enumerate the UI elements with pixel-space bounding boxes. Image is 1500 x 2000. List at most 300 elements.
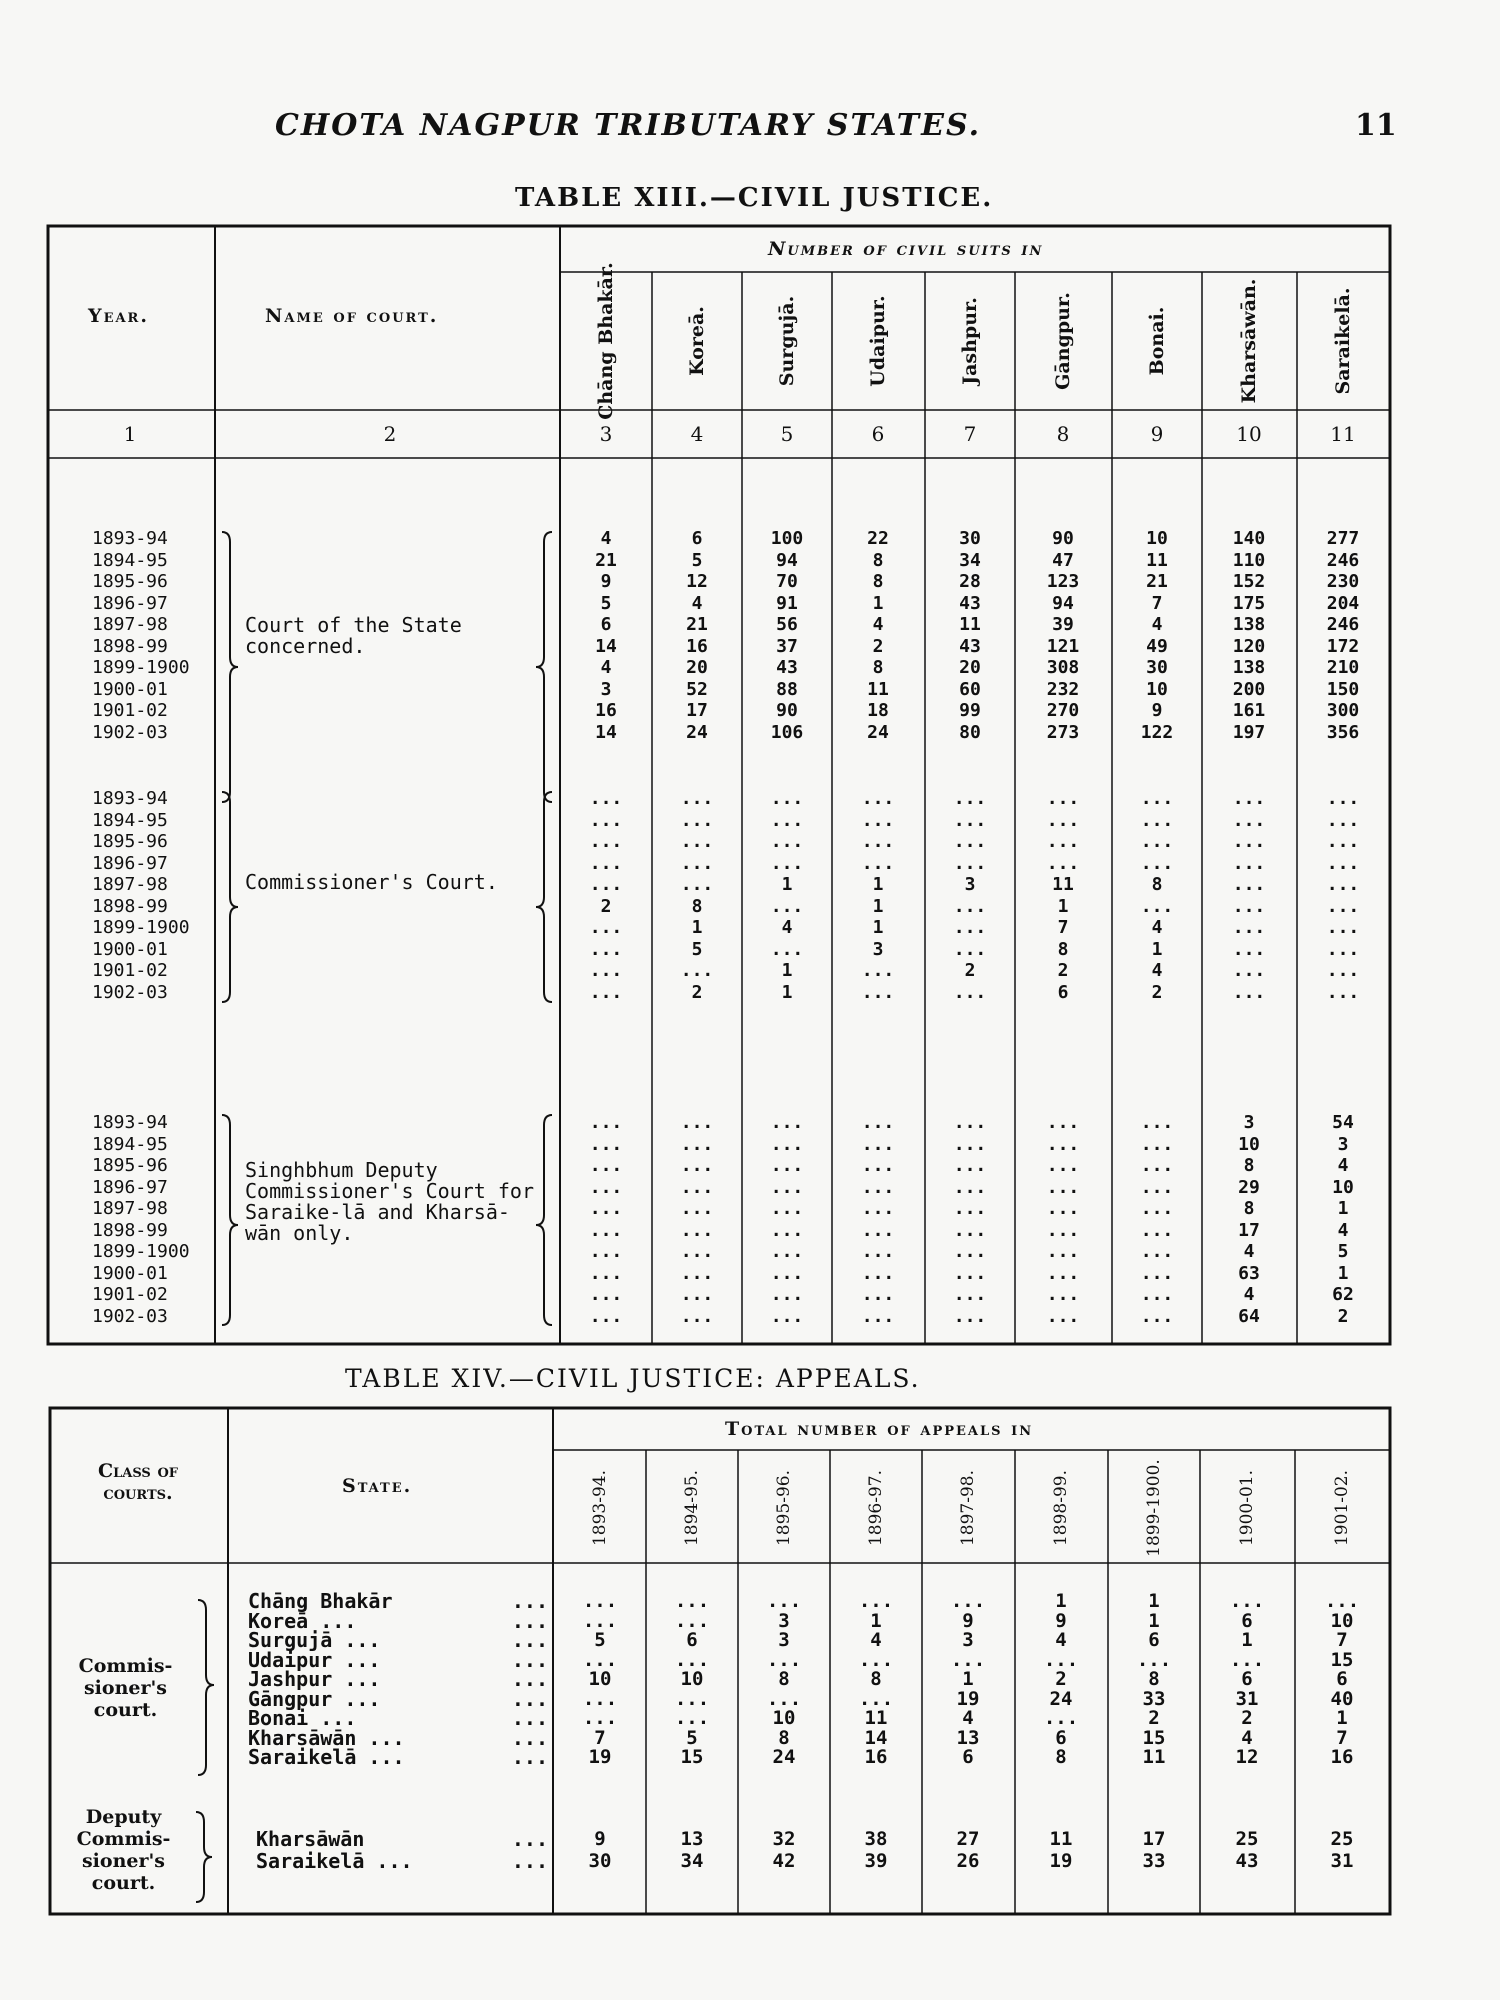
appeal-state-row (248, 1745, 548, 1769)
cell-value: ... (1326, 917, 1360, 938)
cell-value: ... (1326, 960, 1360, 981)
appeal-year-header: 1897-98. (958, 1469, 978, 1547)
cell-value: ... (1046, 1155, 1080, 1176)
cell-value: 172 (1326, 635, 1360, 657)
column-number: 11 (1330, 422, 1356, 446)
year-label: 1896-97 (92, 1176, 168, 1198)
appeal-cell-value: 15 (680, 1746, 704, 1768)
cell-value: 10 (1238, 1133, 1260, 1155)
appeal-cell-value: 34 (680, 1850, 704, 1872)
appeal-cell-value: 7 (594, 1726, 606, 1749)
appeal-cell-value: 6 (686, 1629, 698, 1651)
cell-value: 91 (776, 592, 798, 614)
cell-value: 11 (959, 614, 981, 635)
cell-value: ... (589, 1133, 623, 1155)
appeal-cell-value: 5 (686, 1726, 698, 1749)
cell-value: ... (589, 1262, 623, 1284)
cell-value: ... (589, 788, 623, 809)
year-label: 1893-94 (92, 788, 168, 809)
appeal-value-column (1325, 1592, 1359, 1768)
cell-value: 16 (686, 635, 708, 657)
table14-title: TABLE XIV.—CIVIL JUSTICE: APPEALS. (345, 1364, 921, 1393)
appeal-cell-value: 8 (1148, 1668, 1160, 1690)
cell-value: ... (1232, 917, 1266, 938)
cell-value: 3 (964, 874, 976, 895)
leader-dots: ... (511, 1628, 548, 1652)
appeal-cell-value: ... (858, 1590, 894, 1612)
cell-value: 1 (872, 592, 884, 614)
cell-value: ... (1046, 1219, 1080, 1241)
appeal-cell-value: 42 (772, 1850, 796, 1872)
cell-value: 230 (1326, 571, 1360, 592)
cell-value: ... (680, 852, 714, 874)
cell-value: ... (1046, 788, 1080, 809)
appeal-year-header: 1895-96. (774, 1469, 794, 1547)
year-label: 1897-98 (92, 614, 168, 635)
cell-value: ... (589, 981, 623, 1003)
cell-value: ... (861, 1155, 895, 1176)
column-number: 4 (690, 422, 704, 446)
value-column (1047, 1112, 1080, 1327)
cell-value: 90 (1052, 528, 1074, 549)
cell-value: ... (589, 1198, 623, 1219)
cell-value: 9 (600, 571, 612, 592)
appeal-cell-value: 1 (1241, 1629, 1253, 1651)
value-column (1327, 528, 1360, 743)
cell-value: 1 (872, 917, 884, 938)
appeal-state-name: Bonai ... (248, 1706, 357, 1730)
column-number: 6 (871, 422, 885, 446)
cell-value: ... (770, 1305, 804, 1327)
cell-value: ... (953, 1198, 987, 1219)
appeal-cell-value: 11 (864, 1707, 888, 1729)
cell-value: 70 (776, 571, 798, 592)
cell-value: 100 (770, 528, 804, 549)
cell-value: 10 (1146, 528, 1168, 549)
appeal-cell-value: ... (674, 1648, 710, 1671)
cell-value: ... (1232, 809, 1266, 831)
state-header-6: Gāngpur. (1052, 292, 1074, 390)
appeal-cell-value: ... (582, 1590, 618, 1612)
cell-value: ... (861, 831, 895, 852)
appeal-cell-value: ... (1324, 1590, 1360, 1612)
cell-value: ... (589, 1112, 623, 1133)
years-group-1 (92, 528, 190, 743)
column-number: 2 (383, 422, 397, 446)
year-header: Year. (88, 305, 149, 327)
cell-value: 2 (600, 895, 612, 917)
cell-value: 2 (1337, 1305, 1349, 1327)
appeal-cell-value: 10 (1330, 1609, 1354, 1632)
cell-value: 210 (1326, 657, 1360, 678)
appeal-state-name: Koreā ... (248, 1608, 357, 1633)
cell-value: 110 (1232, 549, 1266, 571)
year-label: 1899-1900 (92, 657, 190, 678)
appeal-cell-value: 19 (1049, 1850, 1073, 1872)
appeal-cell-value: 4 (870, 1629, 882, 1651)
appeal-cell-value: 13 (680, 1828, 704, 1850)
cell-value: ... (770, 809, 804, 831)
cell-value: ... (770, 938, 804, 960)
cell-value: ... (680, 1284, 714, 1305)
appeal-cell-value: 1 (870, 1609, 882, 1632)
cell-value: 60 (959, 678, 981, 700)
cell-value: ... (770, 1155, 804, 1176)
years-group-3 (92, 1112, 190, 1327)
appeal-cell-value: 38 (864, 1828, 888, 1850)
cell-value: ... (861, 809, 895, 831)
value-column (1047, 788, 1080, 1003)
cell-value: ... (1140, 788, 1174, 809)
cell-value: 11 (867, 678, 889, 700)
class-header: Class of courts. (97, 1460, 178, 1504)
cell-value: 4 (781, 917, 793, 938)
cell-value: 21 (686, 614, 708, 635)
year-label: 1901-02 (92, 1284, 168, 1305)
column-number: 8 (1056, 422, 1070, 446)
value-column (590, 1112, 623, 1327)
cell-value: ... (589, 874, 623, 895)
cell-value: ... (680, 1112, 714, 1133)
cell-value: 5 (1337, 1241, 1349, 1262)
cell-value: ... (589, 1176, 623, 1198)
cell-value: ... (1046, 1176, 1080, 1198)
appeal-cell-value: 10 (588, 1668, 612, 1690)
cell-value: 1 (781, 981, 793, 1003)
cell-value: ... (861, 981, 895, 1003)
leader-dots: ... (511, 1725, 548, 1750)
appeal-cell-value: 5 (594, 1629, 606, 1651)
cell-value: 1 (1151, 938, 1163, 960)
appeal-cell-value: 4 (1055, 1629, 1067, 1651)
appeal-cell-value: 8 (1055, 1746, 1067, 1768)
cell-value: 43 (959, 592, 981, 614)
cell-value: ... (680, 1219, 714, 1241)
cell-value: 120 (1232, 635, 1266, 657)
state-header-1: Chāng Bhakār. (595, 262, 617, 420)
leader-dots: ... (511, 1589, 548, 1613)
cell-value: ... (1326, 788, 1360, 809)
cell-value: 37 (776, 635, 798, 657)
state-header-8: Kharsāwān. (1238, 278, 1260, 404)
cell-value: ... (770, 831, 804, 852)
appeal-cell-value: 15 (1330, 1648, 1354, 1671)
cell-value: ... (589, 1305, 623, 1327)
cell-value: 150 (1326, 678, 1360, 700)
deputy-states-list (256, 1828, 548, 1872)
cell-value: 138 (1232, 657, 1266, 678)
appeal-cell-value: 9 (962, 1609, 974, 1632)
appeal-cell-value: 19 (956, 1687, 980, 1710)
cell-value: ... (1232, 938, 1266, 960)
cell-value: 1 (691, 917, 703, 938)
cell-value: 3 (1243, 1112, 1255, 1133)
cell-value: 18 (867, 700, 889, 721)
cell-value: ... (861, 1176, 895, 1198)
cell-value: ... (680, 1305, 714, 1327)
cell-value: 7 (1151, 592, 1163, 614)
cell-value: 11 (1146, 549, 1168, 571)
cell-value: 1 (1337, 1262, 1349, 1284)
appeal-cell-value: 3 (962, 1629, 974, 1651)
appeal-cell-value: 2 (1241, 1707, 1253, 1729)
cell-value: 300 (1326, 700, 1360, 721)
state-header-9: Saraikelā. (1332, 287, 1354, 395)
appeal-value-column (1044, 1592, 1078, 1768)
cell-value: ... (589, 1155, 623, 1176)
cell-value: 34 (959, 549, 981, 571)
cell-value: 39 (1052, 614, 1074, 635)
cell-value: 4 (872, 614, 884, 635)
appeal-state-name: Surgujā ... (248, 1628, 381, 1652)
cell-value: 14 (595, 721, 617, 743)
cell-value: 123 (1046, 571, 1080, 592)
cell-value: ... (770, 1133, 804, 1155)
cell-value: ... (1326, 938, 1360, 960)
appeal-year-header: 1898-99. (1051, 1469, 1071, 1547)
year-label: 1899-1900 (92, 1241, 190, 1262)
cell-value: 47 (1052, 549, 1074, 571)
appeal-cell-value: 9 (594, 1828, 606, 1850)
appeal-value-column (1331, 1828, 1354, 1872)
year-label: 1894-95 (92, 809, 168, 831)
appeal-cell-value: 16 (1330, 1746, 1354, 1768)
court-name-state: Court of the State concerned. (245, 613, 462, 658)
year-label: 1897-98 (92, 1198, 168, 1219)
cell-value: ... (680, 1133, 714, 1155)
cell-value: 99 (959, 700, 981, 721)
appeal-cell-value: ... (582, 1648, 618, 1671)
state-header-3: Surgujā. (776, 295, 798, 387)
value-column (862, 788, 895, 1003)
leader-dots: ... (511, 1706, 548, 1730)
appeal-value-column (583, 1592, 617, 1768)
column-number: 9 (1150, 422, 1164, 446)
cell-value: 6 (600, 614, 612, 635)
leader-dots: ... (511, 1745, 548, 1769)
appeal-cell-value: 12 (1235, 1746, 1259, 1768)
appeal-value-column (951, 1592, 985, 1768)
year-label: 1893-94 (92, 528, 168, 549)
leader-dots: ... (511, 1608, 548, 1633)
cell-value: 356 (1326, 721, 1360, 743)
cell-value: 122 (1140, 721, 1174, 743)
year-label: 1894-95 (92, 1133, 168, 1155)
cell-value: ... (1140, 852, 1174, 874)
cell-value: ... (1046, 831, 1080, 852)
appeal-cell-value: 1 (1055, 1590, 1067, 1612)
year-label: 1898-99 (92, 1219, 168, 1241)
value-column (771, 528, 804, 743)
cell-value: ... (1046, 1198, 1080, 1219)
appeal-cell-value: ... (858, 1648, 894, 1671)
cell-value: ... (770, 1219, 804, 1241)
appeal-year-header: 1894-95. (682, 1469, 702, 1547)
cell-value: ... (861, 788, 895, 809)
cell-value: ... (589, 938, 623, 960)
year-label: 1900-01 (92, 678, 168, 700)
state-header-7: Bonai. (1146, 306, 1168, 376)
cell-value: 308 (1046, 657, 1080, 678)
cell-value: 8 (1243, 1198, 1255, 1219)
cell-value: ... (1046, 1262, 1080, 1284)
commissioner-class-label: Commis-sioner's court. (78, 1655, 173, 1721)
appeal-cell-value: ... (950, 1590, 986, 1612)
cell-value: ... (953, 1284, 987, 1305)
cell-value: 273 (1046, 721, 1080, 743)
cell-value: 270 (1046, 700, 1080, 721)
cell-value: 5 (600, 592, 612, 614)
cell-value: ... (1140, 1305, 1174, 1327)
value-column (954, 788, 987, 1003)
cell-value: 5 (691, 938, 703, 960)
cell-value: 20 (959, 657, 981, 678)
cell-value: ... (1140, 895, 1174, 917)
value-column (1238, 1112, 1260, 1327)
appeal-value-column (859, 1592, 893, 1768)
cell-value: ... (589, 1219, 623, 1241)
cell-value: 106 (770, 721, 804, 743)
appeal-state-name: Kharsāwān (256, 1827, 365, 1851)
year-label: 1901-02 (92, 700, 168, 721)
cell-value: ... (589, 831, 623, 852)
appeal-cell-value: 10 (680, 1668, 704, 1690)
cell-value: 8 (872, 549, 884, 571)
appeal-state-name: Udaipur ... (248, 1647, 381, 1672)
cell-value: ... (1232, 960, 1266, 981)
cell-value: 4 (1151, 614, 1163, 635)
appeal-cell-value: 4 (1241, 1726, 1253, 1749)
cell-value: ... (861, 1284, 895, 1305)
appeal-year-header: 1899-1900. (1144, 1459, 1164, 1557)
court-header: Name of court. (265, 305, 439, 327)
year-label: 1897-98 (92, 874, 168, 895)
appeal-cell-value: 1 (1336, 1707, 1348, 1729)
year-label: 1895-96 (92, 1155, 168, 1176)
appeal-cell-value: ... (1229, 1590, 1265, 1612)
value-column (590, 788, 623, 1003)
cell-value: ... (589, 1241, 623, 1262)
cell-value: 30 (959, 528, 981, 549)
cell-value: ... (953, 831, 987, 852)
years-group-2 (92, 788, 190, 1003)
cell-value: 4 (600, 657, 612, 678)
cell-value: 1 (781, 960, 793, 981)
cell-value: ... (589, 809, 623, 831)
cell-value: ... (1046, 1112, 1080, 1133)
value-column (862, 1112, 895, 1327)
appeal-cell-value: ... (582, 1687, 618, 1710)
cell-value: 175 (1232, 592, 1266, 614)
cell-value: ... (1232, 788, 1266, 809)
column-number: 3 (599, 422, 613, 446)
cell-value: ... (861, 1133, 895, 1155)
value-column (771, 788, 804, 1003)
appeal-cell-value: 27 (956, 1828, 980, 1850)
appeal-cell-value: 31 (1330, 1850, 1354, 1872)
appeal-cell-value: ... (1136, 1648, 1172, 1671)
appeal-value-column (1236, 1828, 1259, 1872)
value-column (1327, 788, 1360, 1003)
appeal-cell-value: 8 (778, 1668, 790, 1690)
cell-value: 2 (964, 960, 976, 981)
cell-value: ... (770, 895, 804, 917)
cell-value: ... (861, 960, 895, 981)
appeal-cell-value: 39 (864, 1850, 888, 1872)
appeal-cell-value: 1 (1148, 1590, 1160, 1612)
cell-value: 2 (691, 981, 703, 1003)
appeal-cell-value: 13 (956, 1726, 980, 1749)
cell-value: 20 (686, 657, 708, 678)
cell-value: 88 (776, 678, 798, 700)
cell-value: ... (1140, 1219, 1174, 1241)
cell-value: 121 (1046, 635, 1080, 657)
cell-value: ... (1232, 981, 1266, 1003)
cell-value: 161 (1232, 700, 1266, 721)
year-label: 1896-97 (92, 592, 168, 614)
commissioner-states-list (248, 1589, 548, 1769)
appeal-cell-value: 14 (864, 1726, 888, 1749)
cell-value: ... (1326, 895, 1360, 917)
cell-value: 1 (1057, 895, 1069, 917)
cell-value: 54 (1332, 1112, 1354, 1133)
appeal-cell-value: ... (766, 1590, 802, 1612)
cell-value: 9 (1151, 700, 1163, 721)
cell-value: ... (953, 1112, 987, 1133)
cell-value: ... (589, 1284, 623, 1305)
cell-value: 21 (1146, 571, 1168, 592)
state-header: State. (342, 1475, 413, 1497)
year-label: 1896-97 (92, 852, 168, 874)
appeal-cell-value: 8 (870, 1668, 882, 1690)
cell-value: ... (953, 981, 987, 1003)
cell-value: 4 (1151, 960, 1163, 981)
cell-value: ... (770, 852, 804, 874)
appeal-cell-value: ... (582, 1609, 618, 1632)
cell-value: ... (680, 1198, 714, 1219)
court-name-singhbhum: Singhbhum Deputy Commissioner's Court for Saraike-lā and Kharsā-wān only. (245, 1158, 534, 1245)
appeal-cell-value: 3 (778, 1609, 790, 1632)
leader-dots: ... (511, 1827, 548, 1851)
cell-value: ... (589, 960, 623, 981)
appeal-cell-value: ... (674, 1707, 710, 1729)
cell-value: 8 (872, 657, 884, 678)
cell-value: ... (861, 1219, 895, 1241)
value-column (1233, 528, 1266, 743)
cell-value: ... (1232, 852, 1266, 874)
cell-value: 56 (776, 614, 798, 635)
year-label: 1902-03 (92, 1305, 168, 1327)
cell-value: ... (1140, 809, 1174, 831)
appeal-cell-value: 33 (1142, 1850, 1166, 1872)
cell-value: 49 (1146, 635, 1168, 657)
value-column (1141, 788, 1174, 1003)
leader-dots: ... (511, 1667, 548, 1691)
appeal-cell-value: ... (1043, 1707, 1079, 1729)
cell-value: ... (953, 895, 987, 917)
cell-value: 4 (1243, 1241, 1255, 1262)
cell-value: 80 (959, 721, 981, 743)
cell-value: 17 (1238, 1219, 1260, 1241)
appeal-cell-value: 6 (962, 1746, 974, 1768)
cell-value: 8 (691, 895, 703, 917)
appeal-cell-value: ... (674, 1590, 710, 1612)
cell-value: ... (1326, 809, 1360, 831)
cell-value: ... (953, 1155, 987, 1176)
appeal-cell-value: 43 (1235, 1850, 1259, 1872)
cell-value: 7 (1057, 917, 1069, 938)
cell-value: 277 (1326, 528, 1360, 549)
